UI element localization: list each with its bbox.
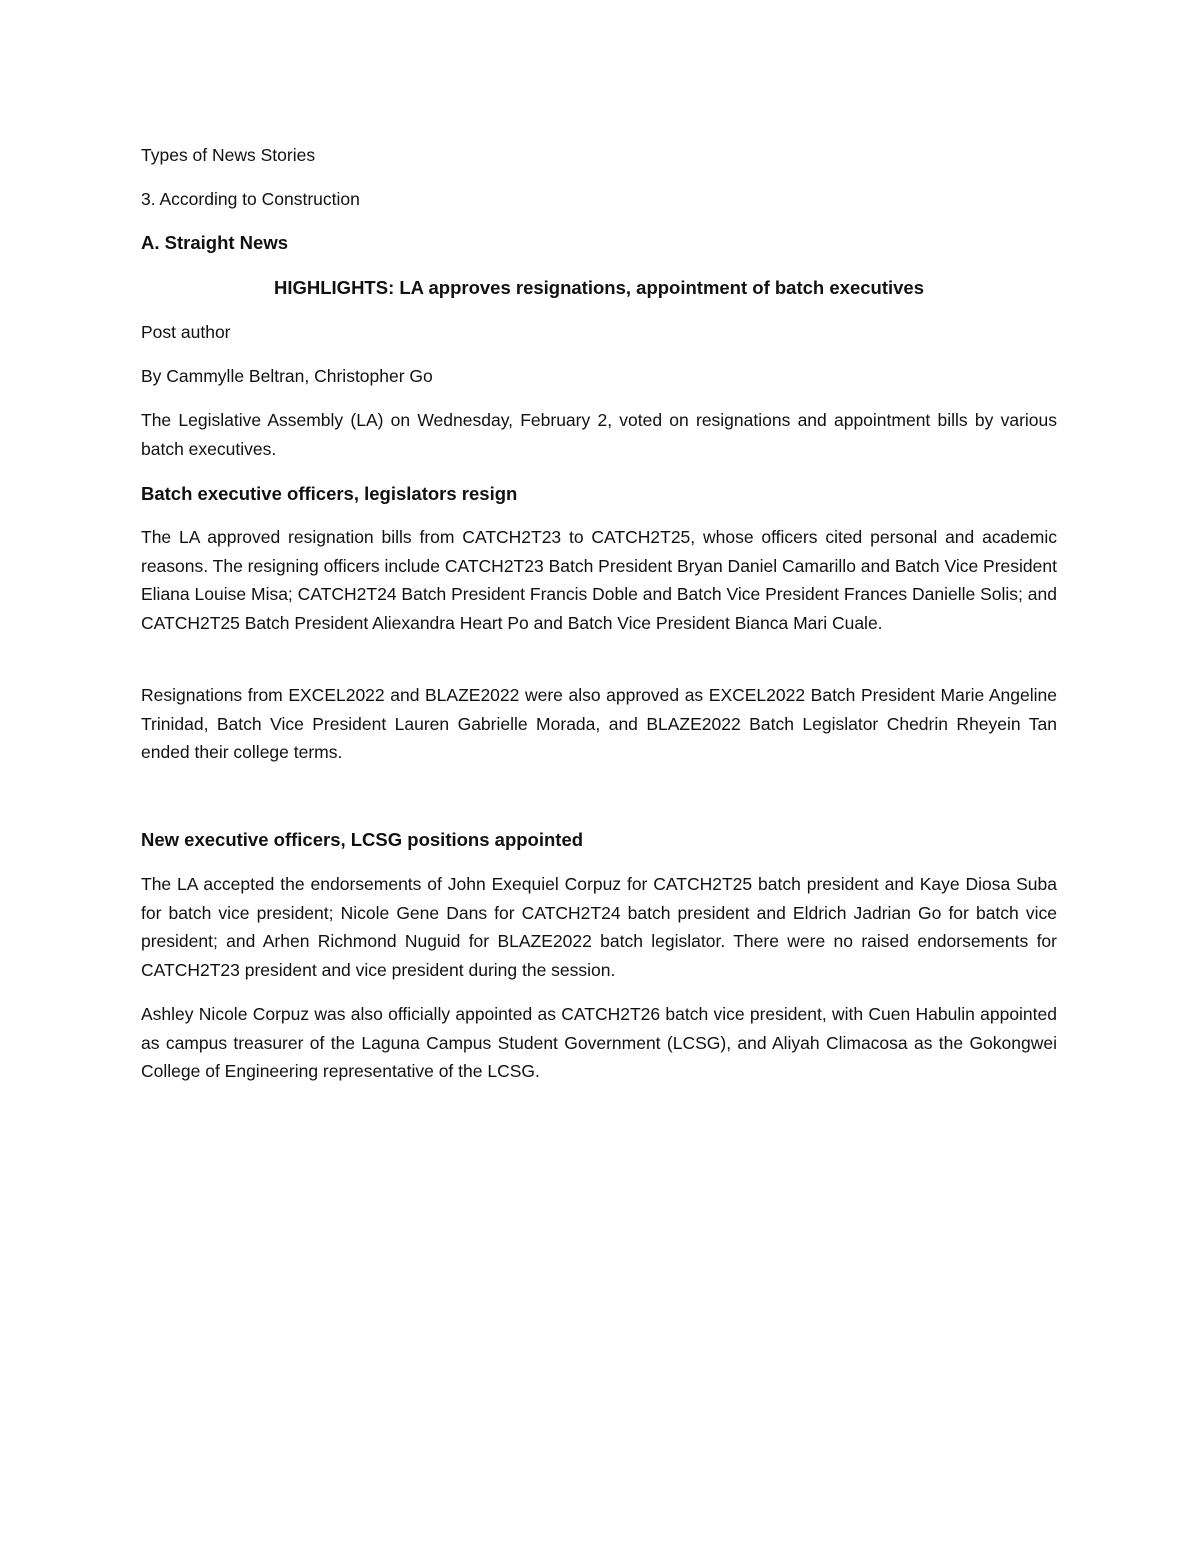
subheading-resignations: Batch executive officers, legislators resign [141,483,518,504]
paragraph-resignations: The LA approved resignation bills from CATCH2T23 to CATCH2T25, whose officers cited personal and academic reasons. The resigning officers include CATCH2T23 Batch President Bryan Daniel Camarillo and Batch Vice President Eliana Louise Misa; CATCH2T24 Batch President Francis Doble and Batch Vice President Frances Danielle Solis; and CATCH2T25 Batch President Aliexandra Heart Po and Batch Vice President Bianca Mari Cuale. [141,527,1057,633]
document-topic: Types of News Stories [141,145,316,165]
article-byline: By Cammylle Beltran, Christopher Go [141,366,433,386]
paragraph-excel-blaze: Resignations from EXCEL2022 and BLAZE2022 were also approved as EXCEL2022 Batch President Marie Angeline Trinidad, Batch Vice President Lauren Gabrielle Morada, and BLAZE2022 Batch Legislator Chedrin Rheyein Tan ended their college terms. [141,685,1057,763]
document-subtopic: 3. According to Construction [141,189,360,209]
article-lead: The Legislative Assembly (LA) on Wednesday, February 2, voted on resignations and appointment bills by various batch executives. [141,410,1057,459]
paragraph-appointments: Ashley Nicole Corpuz was also officially appointed as CATCH2T26 batch vice president, with Cuen Habulin appointed as campus treasurer of the Laguna Campus Student Government (LCSG), and Aliyah Climacosa as the Gokongwei College of Engineering representative of the LCSG. [141,1004,1057,1082]
subheading-appointments: New executive officers, LCSG positions appointed [141,829,584,850]
section-heading: A. Straight News [141,232,288,253]
post-author-label: Post author [141,322,231,342]
paragraph-endorsements: The LA accepted the endorsements of John Exequiel Corpuz for CATCH2T25 batch president and Kaye Diosa Suba for batch vice president; Nicole Gene Dans for CATCH2T24 batch president and Eldrich Jadrian Go for batch vice president; and Arhen Richmond Nuguid for BLAZE2022 batch legislator. There were no raised endorsements for CATCH2T23 president and vice president during the session. [141,874,1057,980]
article-headline: HIGHLIGHTS: LA approves resignations, appointment of batch executives [273,277,924,298]
